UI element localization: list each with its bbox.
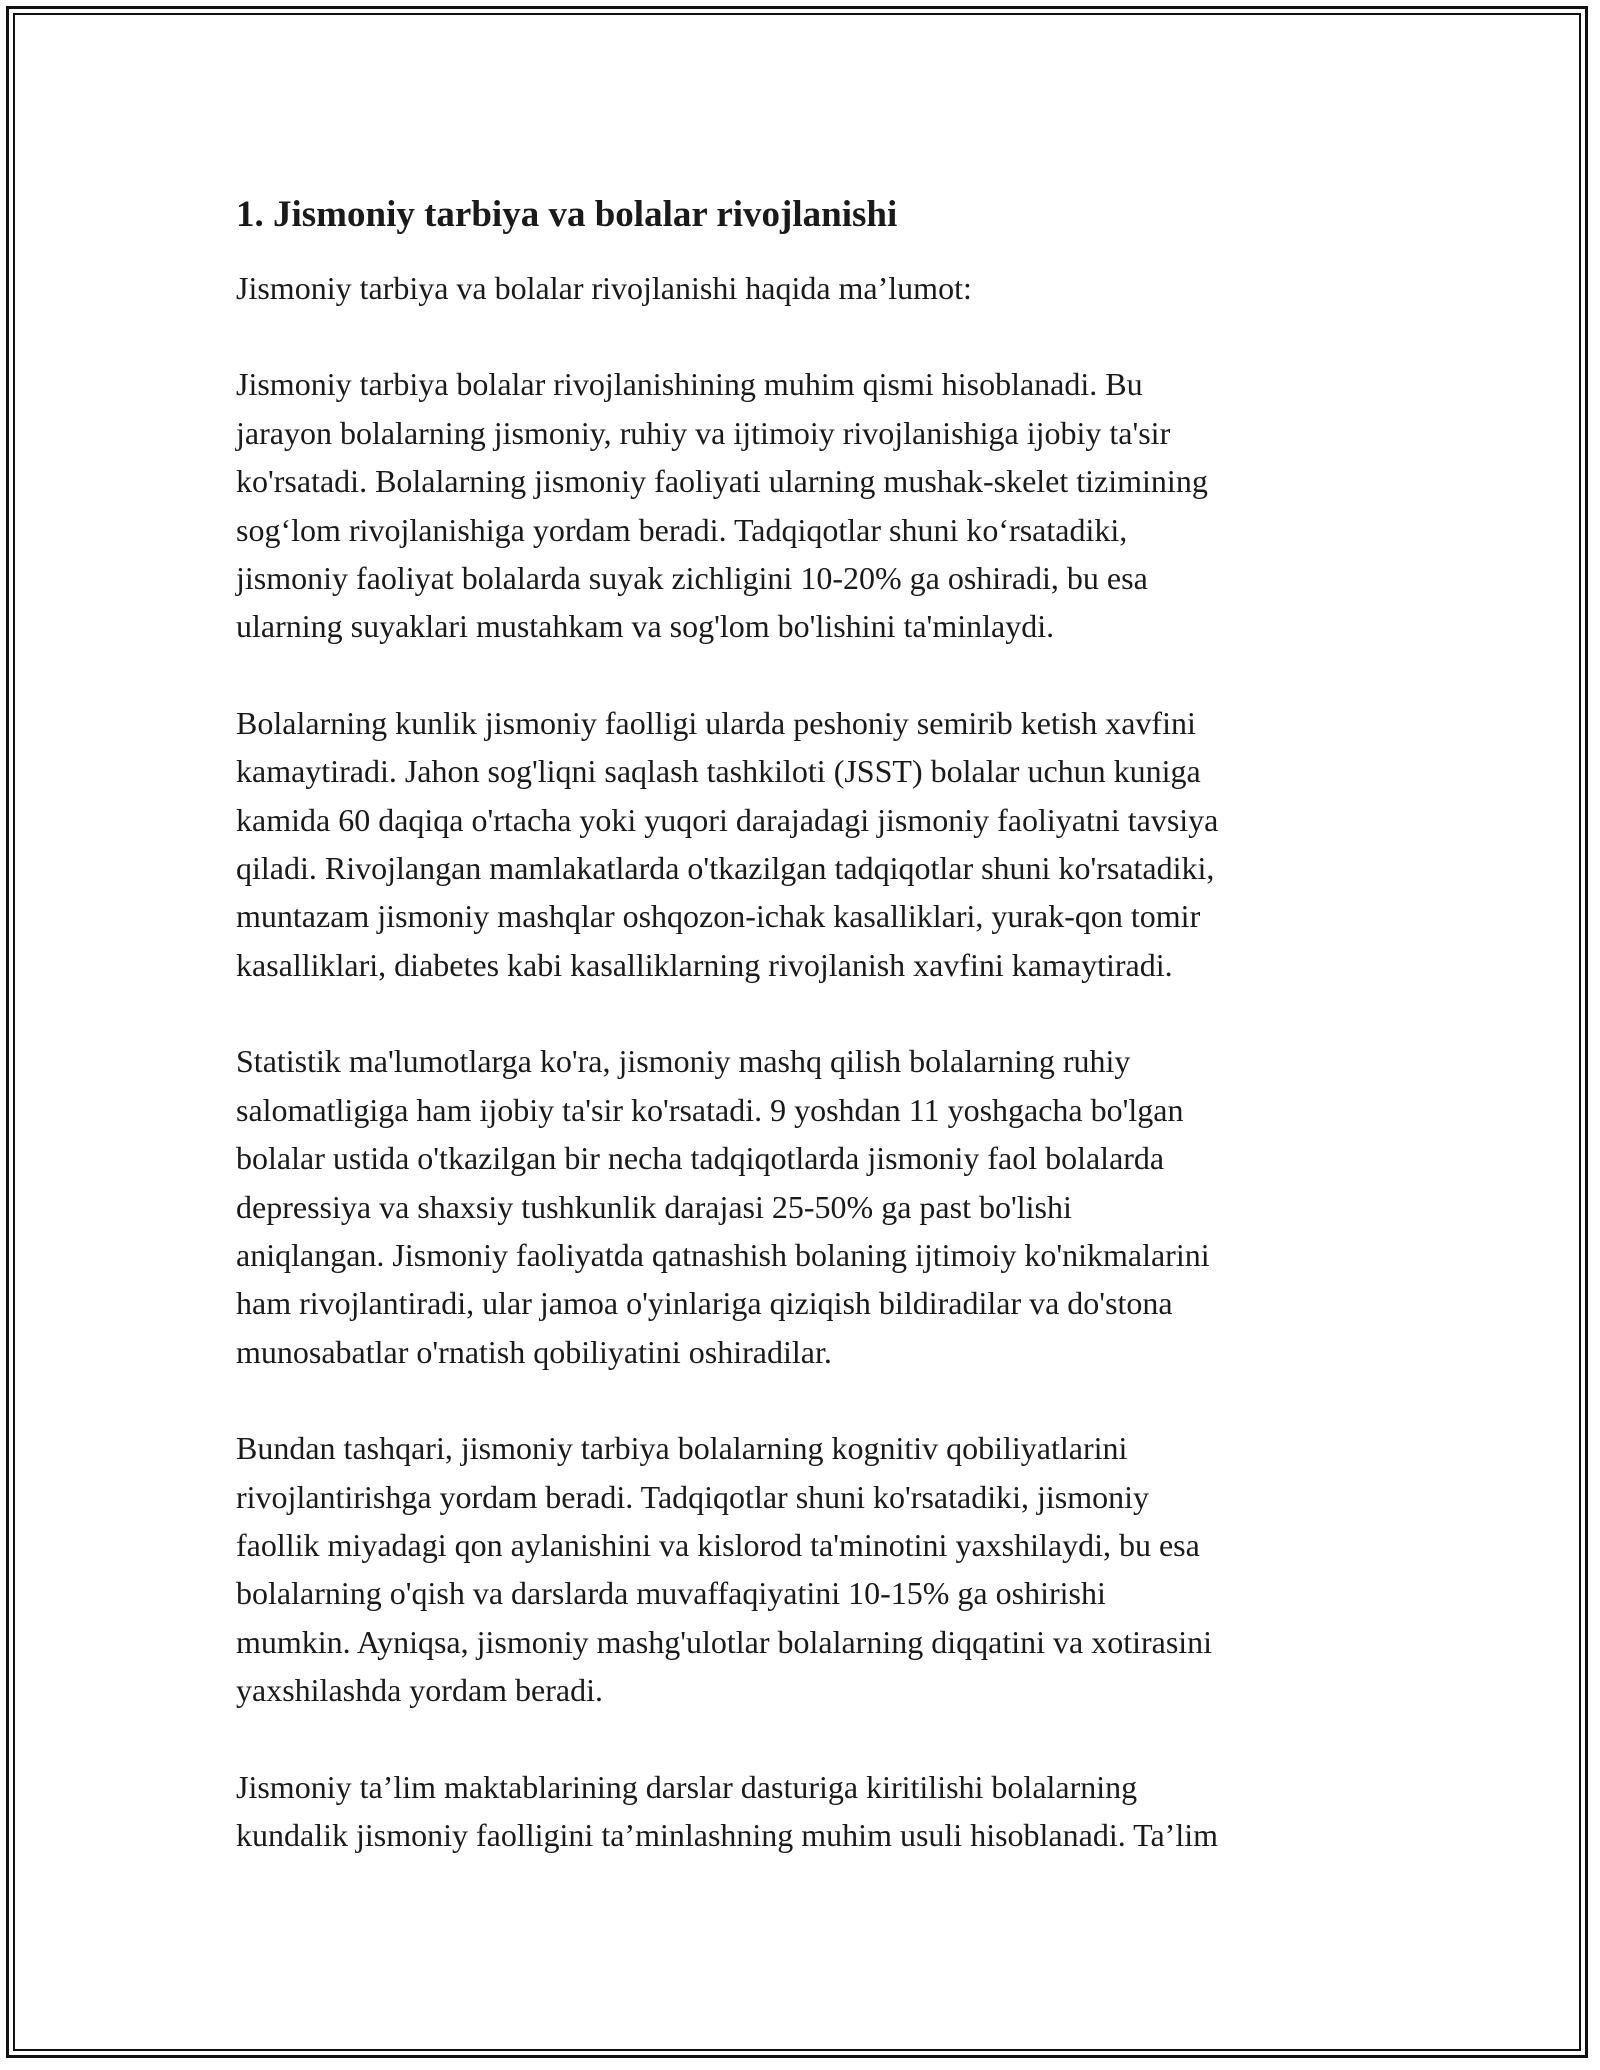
document-body	[236, 186, 1376, 1907]
paragraph-line: sog‘lom rivojlanishiga yordam beradi. Tadqiqotlar shuni ko‘rsatadiki,	[236, 511, 1128, 548]
paragraph-line: jismoniy faoliyat bolalarda suyak zichligini 10-20% ga oshiradi, bu esa	[236, 560, 1148, 597]
paragraph-line: ko'rsatadi. Bolalarning jismoniy faoliyati ularning mushak-skelet tizimining	[236, 463, 1208, 500]
paragraph-line: qiladi. Rivojlangan mamlakatlarda o'tkazilgan tadqiqotlar shuni ko'rsatadiki,	[236, 850, 1215, 887]
paragraph-line: Statistik ma'lumotlarga ko'ra, jismoniy mashq qilish bolalarning ruhiy	[236, 1043, 1131, 1080]
paragraph-line: kundalik jismoniy faolligini ta’minlashning muhim usuli hisoblanadi. Ta’lim	[236, 1816, 1218, 1853]
paragraph-line: faollik miyadagi qon aylanishini va kislorod ta'minotini yaxshilaydi, bu esa	[236, 1526, 1200, 1563]
paragraph-line: Jismoniy tarbiya bolalar rivojlanishining muhim qismi hisoblanadi. Bu	[236, 366, 1143, 403]
paragraph-5	[236, 1763, 1376, 1860]
paragraph-line: rivojlantirishga yordam beradi. Tadqiqotlar shuni ko'rsatadiki, jismoniy	[236, 1478, 1149, 1515]
intro-line: Jismoniy tarbiya va bolalar rivojlanishi haqida ma’lumot:	[236, 270, 972, 306]
paragraph-2	[236, 699, 1376, 989]
paragraph-line: mumkin. Ayniqsa, jismoniy mashg'ulotlar bolalarning diqqatini va xotirasini	[236, 1623, 1213, 1660]
paragraph-line: Jismoniy ta’lim maktablarining darslar dasturiga kiritilishi bolalarning	[236, 1768, 1138, 1805]
paragraph-line: kasalliklari, diabetes kabi kasalliklarning rivojlanish xavfini kamaytiradi.	[236, 946, 1173, 983]
paragraph-4	[236, 1424, 1376, 1714]
paragraph-line: aniqlangan. Jismoniy faoliyatda qatnashish bolaning ijtimoiy ko'nikmalarini	[236, 1236, 1210, 1273]
paragraph-line: kamaytiradi. Jahon sog'liqni saqlash tashkiloti (JSST) bolalar uchun kuniga	[236, 753, 1201, 790]
paragraph-line: ularning suyaklari mustahkam va sog'lom bo'lishini ta'minlaydi.	[236, 608, 1055, 645]
paragraph-line: ham rivojlantiradi, ular jamoa o'yinlariga qiziqish bildiradilar va do'stona	[236, 1285, 1173, 1322]
paragraph-line: kamida 60 daqiqa o'rtacha yoki yuqori darajadagi jismoniy faoliyatni tavsiya	[236, 801, 1219, 838]
paragraph-line: Bundan tashqari, jismoniy tarbiya bolalarning kognitiv qobiliyatlarini	[236, 1430, 1128, 1467]
paragraph-line: Bolalarning kunlik jismoniy faolligi ularda peshoniy semirib ketish xavfini	[236, 704, 1196, 741]
paragraph-line: muntazam jismoniy mashqlar oshqozon-ichak kasalliklari, yurak-qon tomir	[236, 898, 1201, 935]
paragraph-line: bolalar ustida o'tkazilgan bir necha tadqiqotlarda jismoniy faol bolalarda	[236, 1140, 1165, 1177]
paragraph-line: bolalarning o'qish va darslarda muvaffaqiyatini 10-15% ga oshirishi	[236, 1575, 1106, 1612]
paragraph-3	[236, 1037, 1376, 1376]
paragraph-1	[236, 360, 1376, 650]
paragraph-line: jarayon bolalarning jismoniy, ruhiy va ijtimoiy rivojlanishiga ijobiy ta'sir	[236, 414, 1171, 451]
paragraph-line: depressiya va shaxsiy tushkunlik darajasi 25-50% ga past bo'lishi	[236, 1188, 1072, 1225]
paragraph-line: salomatligiga ham ijobiy ta'sir ko'rsatadi. 9 yoshdan 11 yoshgacha bo'lgan	[236, 1091, 1184, 1128]
paragraph-line: yaxshilashda yordam beradi.	[236, 1672, 603, 1709]
section-heading: 1. Jismoniy tarbiya va bolalar rivojlanishi	[236, 194, 898, 235]
paragraph-line: munosabatlar o'rnatish qobiliyatini oshiradilar.	[236, 1333, 832, 1370]
